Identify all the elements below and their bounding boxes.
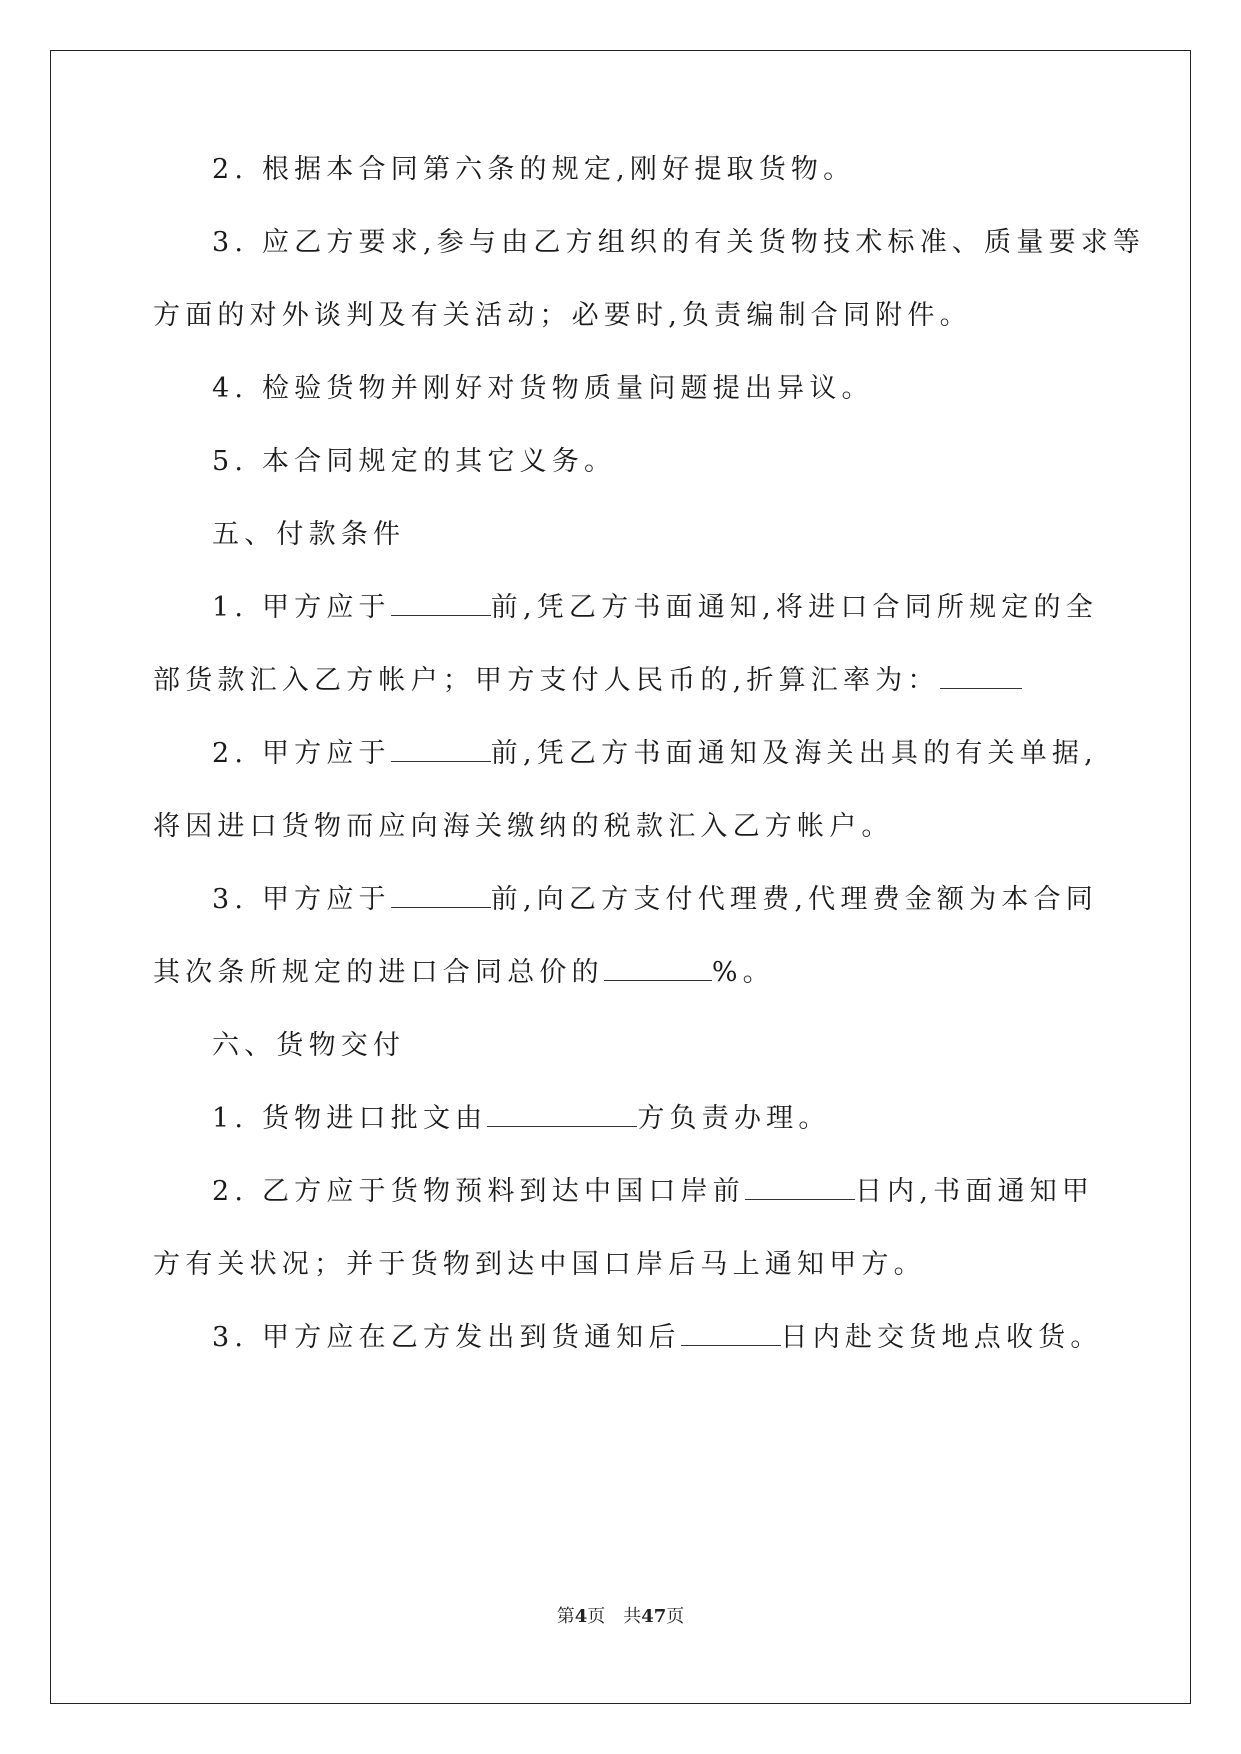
fill-in-blank: [940, 664, 1022, 689]
current-page-number: 4: [574, 1606, 588, 1627]
paragraph: [153, 953, 775, 993]
fill-in-blank: [681, 1321, 781, 1346]
text: 3. 甲方应在乙方发出到货通知后: [212, 1322, 681, 1353]
paragraph: 3. 应乙方要求,参与由乙方组织的有关货物技术标准、质量要求等: [212, 227, 1146, 258]
text: 方负责办理。: [637, 1103, 831, 1134]
paragraph: [212, 734, 1098, 774]
text: %。: [711, 957, 775, 988]
paragraph: [212, 1318, 1103, 1358]
paragraph: 2. 根据本合同第六条的规定,刚好提取货物。: [212, 154, 856, 185]
text: 前,凭乙方书面通知及海关出具的有关单据,: [490, 738, 1098, 769]
paragraph: [153, 661, 1022, 701]
paragraph: 方面的对外谈判及有关活动；必要时,负责编制合同附件。: [153, 300, 972, 331]
text: 其次条所规定的进口合同总价的: [153, 957, 604, 988]
text: 3. 甲方应于: [212, 884, 391, 915]
footer-prefix: 第: [556, 1606, 575, 1627]
section-heading: 五、付款条件: [212, 519, 406, 550]
text: 日内赴交货地点收货。: [780, 1322, 1103, 1353]
fill-in-blank: [391, 883, 491, 908]
page-footer: [0, 1602, 1241, 1628]
text: 1. 货物进口批文由: [212, 1103, 488, 1134]
footer-suffix: 页: [666, 1606, 685, 1627]
paragraph: 方有关状况；并于货物到达中国口岸后马上通知甲方。: [153, 1249, 926, 1280]
fill-in-blank: [604, 956, 712, 981]
text: 2. 乙方应于货物预料到达中国口岸前: [212, 1176, 745, 1207]
text: 前,凭乙方书面通知,将进口合同所规定的全: [490, 592, 1098, 623]
footer-middle: 页 共: [587, 1606, 642, 1627]
section-heading: 六、货物交付: [212, 1030, 406, 1061]
total-page-count: 47: [641, 1606, 667, 1627]
paragraph: [212, 880, 1098, 920]
fill-in-blank: [391, 737, 491, 762]
paragraph: [212, 588, 1098, 628]
paragraph: [212, 1099, 831, 1139]
text: 1. 甲方应于: [212, 592, 391, 623]
fill-in-blank: [487, 1102, 637, 1127]
paragraph: 4. 检验货物并刚好对货物质量问题提出异议。: [212, 373, 874, 404]
text: 前,向乙方支付代理费,代理费金额为本合同: [490, 884, 1098, 915]
text: 2. 甲方应于: [212, 738, 391, 769]
paragraph: [212, 1172, 1094, 1212]
paragraph: 将因进口货物而应向海关缴纳的税款汇入乙方帐户。: [153, 811, 894, 842]
paragraph: 5. 本合同规定的其它义务。: [212, 446, 617, 477]
fill-in-blank: [745, 1175, 855, 1200]
text: 部货款汇入乙方帐户；甲方支付人民币的,折算汇率为：: [153, 665, 940, 696]
fill-in-blank: [391, 591, 491, 616]
text: 日内,书面通知甲: [854, 1176, 1095, 1207]
